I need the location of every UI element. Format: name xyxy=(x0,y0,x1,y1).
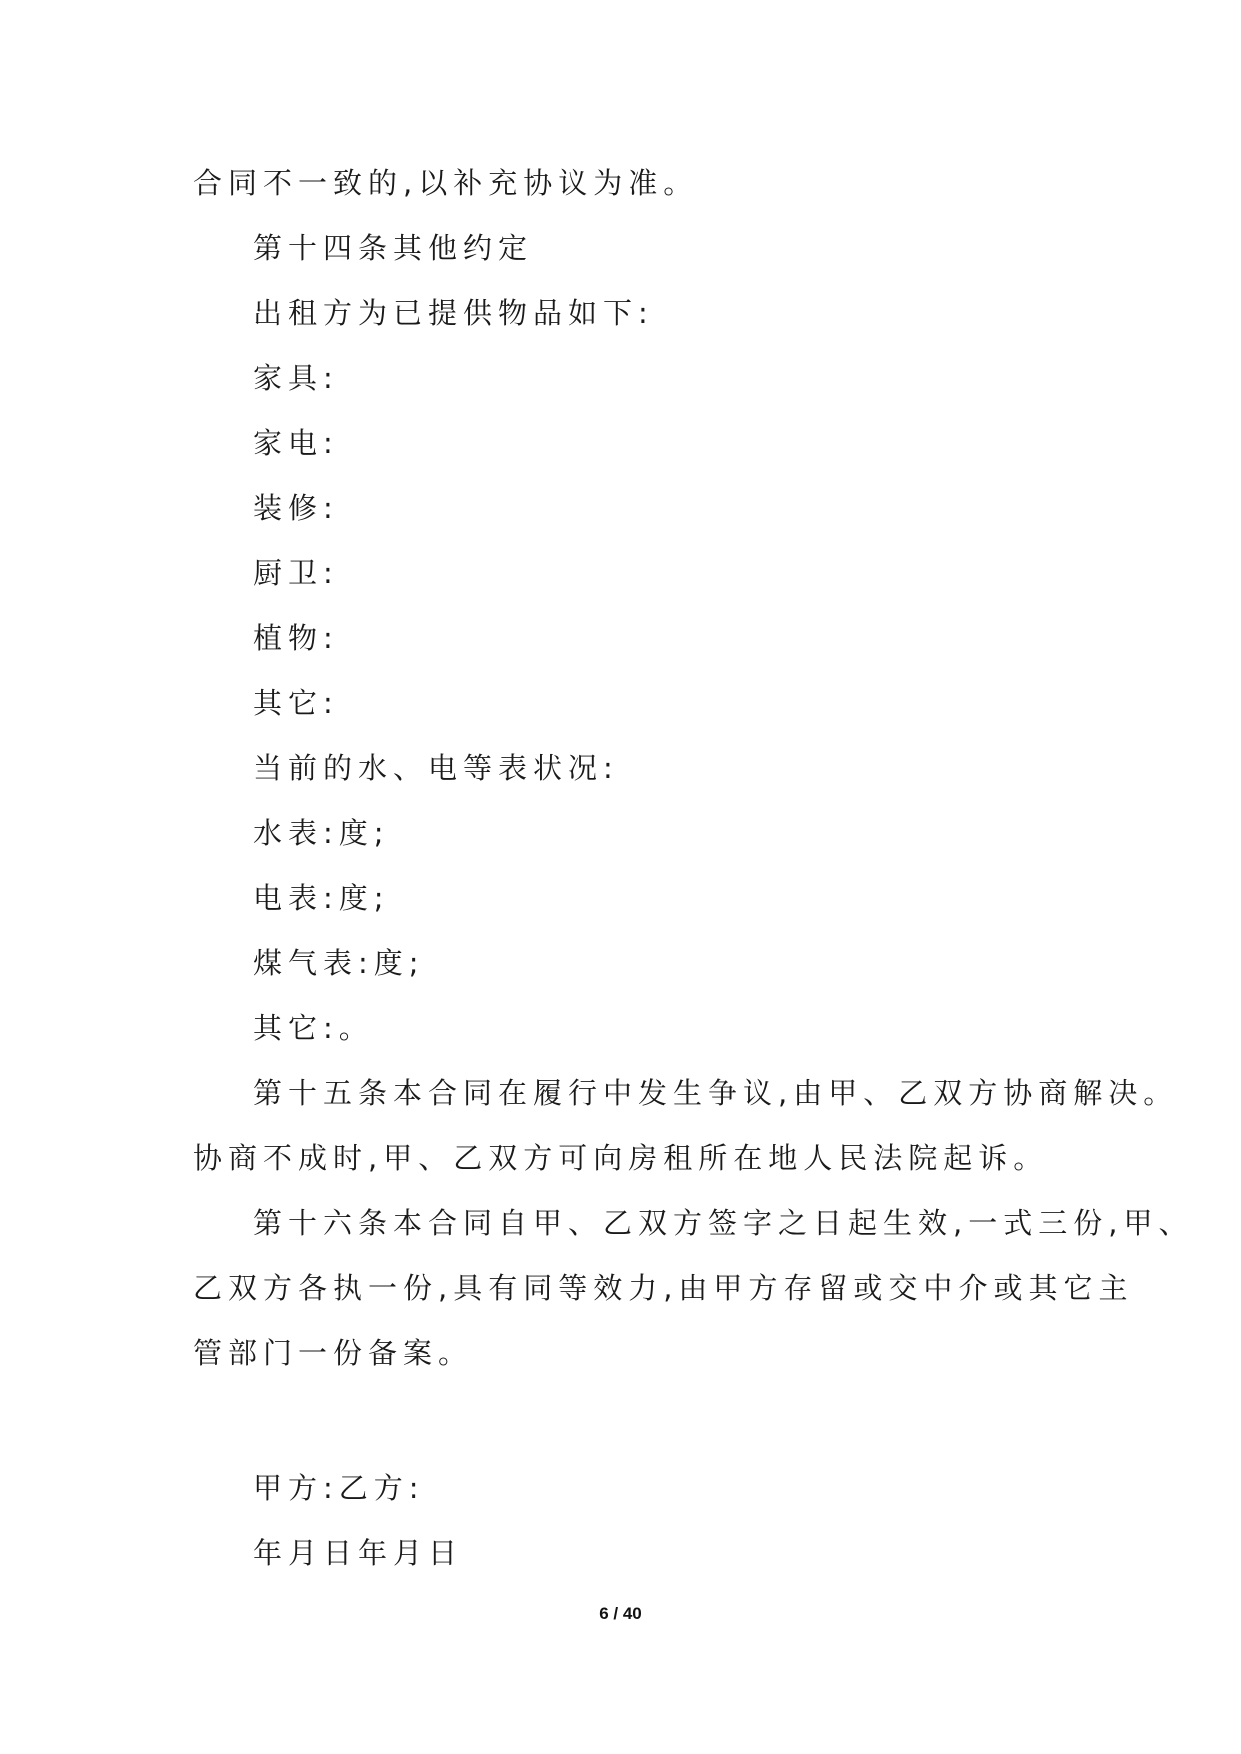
section-15-line-2: 协商不成时,甲、乙双方可向房租所在地人民法院起诉。 xyxy=(193,1141,1049,1175)
item-appliances: 家电: xyxy=(253,426,339,460)
paragraph-line: 当前的水、电等表状况: xyxy=(253,751,619,785)
item-furniture: 家具: xyxy=(253,361,339,395)
paragraph-line: 合同不一致的,以补充协议为准。 xyxy=(193,166,699,200)
section-16-line-3: 管部门一份备案。 xyxy=(193,1336,474,1370)
meter-gas: 煤气表:度; xyxy=(253,946,425,980)
signature-dates: 年月日年月日 xyxy=(253,1536,464,1570)
item-kitchen-bath: 厨卫: xyxy=(253,556,339,590)
meter-electric: 电表:度; xyxy=(253,881,390,915)
section-heading-14: 第十四条其他约定 xyxy=(253,231,534,265)
section-16-line-1: 第十六条本合同自甲、乙双方签字之日起生效,一式三份,甲、 xyxy=(253,1206,1194,1240)
page-number: 6 / 40 xyxy=(599,1604,642,1623)
meter-other: 其它:。 xyxy=(253,1011,374,1045)
meter-water: 水表:度; xyxy=(253,816,390,850)
item-decoration: 装修: xyxy=(253,491,339,525)
item-other: 其它: xyxy=(253,686,339,720)
section-15-line-1: 第十五条本合同在履行中发生争议,由甲、乙双方协商解决。 xyxy=(253,1076,1179,1110)
item-plants: 植物: xyxy=(253,621,339,655)
signature-parties: 甲方:乙方: xyxy=(253,1471,425,1505)
paragraph-line: 出租方为已提供物品如下: xyxy=(253,296,654,330)
section-16-line-2: 乙双方各执一份,具有同等效力,由甲方存留或交中介或其它主 xyxy=(193,1271,1134,1305)
